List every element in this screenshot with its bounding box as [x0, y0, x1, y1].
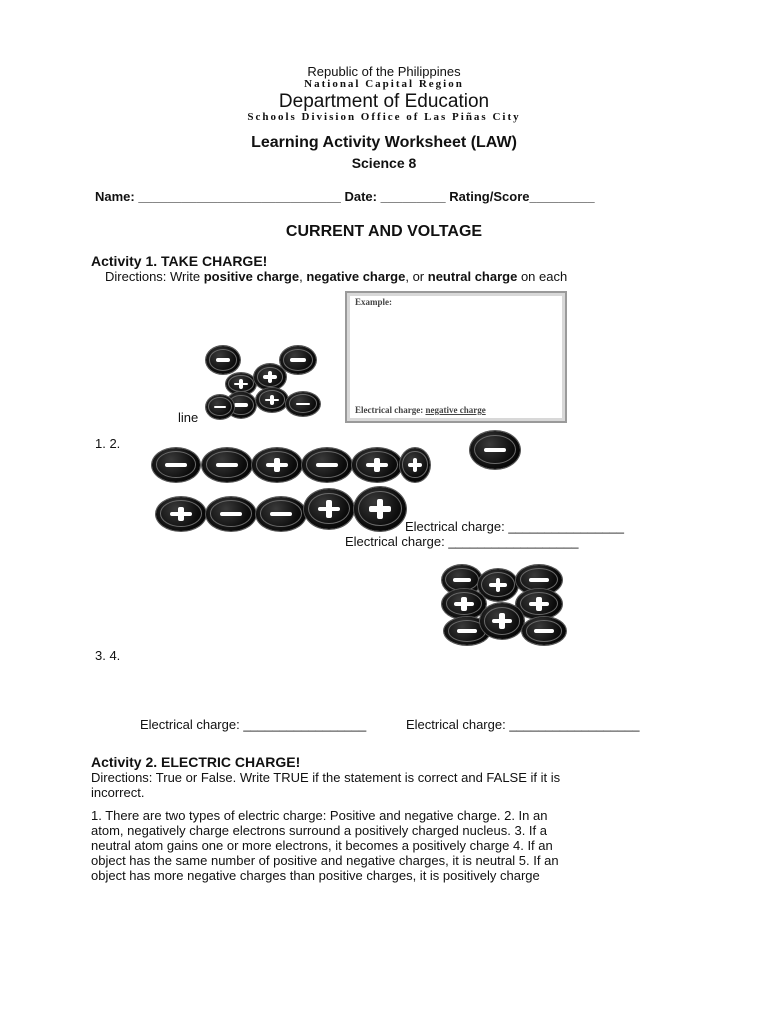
positive-charge-icon	[480, 603, 524, 639]
statement-line: 1. There are two types of electric charge: Positive and negative charge. 2. In an	[91, 808, 548, 823]
line-word: line	[178, 410, 199, 425]
item1-extra-charge	[470, 431, 522, 471]
division-line: Schools Division Office of Las Piñas City	[247, 111, 521, 123]
statement-line: atom, negatively charge electrons surround a positively charged nucleus. 3. If a	[91, 823, 547, 838]
negative-charge-icon	[206, 346, 240, 374]
statement-line: object has the same number of positive and negative charges, it is neutral 5. If an	[91, 853, 559, 868]
activity1-directions	[105, 269, 567, 284]
negative-charge-icon	[152, 448, 200, 482]
negative-charge-icon	[256, 497, 306, 531]
example-box	[345, 291, 567, 423]
example-charge-label: Electrical charge:	[355, 405, 426, 415]
item2-charge-row	[152, 485, 412, 535]
positive-charge-icon	[354, 487, 406, 531]
item1-charge-row	[150, 445, 430, 485]
activity2-title: Activity 2. ELECTRIC CHARGE!	[91, 754, 301, 770]
score-blank[interactable]: _________	[529, 189, 595, 204]
score-label: Rating/Score	[449, 189, 530, 204]
activity2-directions-2: incorrect.	[91, 785, 145, 800]
negative-charge-icon	[470, 431, 520, 469]
positive-charge-icon	[156, 497, 206, 531]
negative-charge-icon	[202, 448, 252, 482]
positive-charge-icon	[478, 569, 518, 601]
positive-charge-icon	[400, 448, 430, 482]
item3-charge-cluster	[440, 563, 570, 645]
name-blank[interactable]: ____________________________	[138, 189, 341, 204]
activity2-statements	[91, 808, 559, 883]
statement-line: neutral atom gains one or more electrons, it becomes a positively charge 4. If an	[91, 838, 553, 853]
directions-sep2: , or	[405, 269, 428, 284]
directions-suffix: on each	[517, 269, 568, 284]
positive-charge-icon	[304, 489, 354, 529]
items-1-2-label: 1. 2.	[95, 436, 121, 451]
example-charge	[355, 405, 486, 415]
charge-answer-2[interactable]: Electrical charge: __________________	[345, 534, 579, 549]
negative-charge-icon	[280, 346, 316, 374]
directions-prefix: Directions: Write	[105, 269, 204, 284]
example-label: Example:	[355, 297, 392, 307]
option-neutral: neutral charge	[427, 269, 518, 284]
activity1-title: Activity 1. TAKE CHARGE!	[91, 253, 268, 269]
negative-charge-icon	[286, 392, 320, 416]
republic-line: Republic of the Philippines	[307, 64, 461, 79]
positive-charge-icon	[254, 364, 286, 390]
activity2-directions-1: Directions: True or False. Write TRUE if the statement is correct and FALSE if it is	[91, 770, 561, 785]
region-line: National Capital Region	[304, 78, 464, 90]
option-negative: negative charge	[306, 269, 406, 284]
subject-title: Science 8	[351, 155, 417, 171]
info-fields	[95, 189, 595, 204]
name-label: Name:	[95, 189, 135, 204]
charge-answer-3[interactable]: Electrical charge: _________________	[140, 717, 367, 732]
negative-charge-icon	[206, 395, 234, 419]
negative-charge-icon	[206, 497, 256, 531]
charge-answer-4[interactable]: Electrical charge: __________________	[406, 717, 640, 732]
negative-charge-icon	[522, 617, 566, 645]
statement-line: object has more negative charges than positive charges, it is positively charge	[91, 868, 540, 883]
date-label: Date:	[344, 189, 377, 204]
items-3-4-label: 3. 4.	[95, 648, 121, 663]
positive-charge-icon	[256, 388, 288, 412]
worksheet-title: Learning Activity Worksheet (LAW)	[251, 134, 517, 151]
department-title: Department of Education	[278, 91, 490, 112]
topic-heading: CURRENT AND VOLTAGE	[285, 223, 483, 240]
positive-charge-icon	[252, 448, 302, 482]
example-charge-answer: negative charge	[425, 405, 486, 415]
directions-sep1: ,	[299, 269, 307, 284]
example-charge-cluster	[200, 340, 330, 420]
positive-charge-icon	[352, 448, 402, 482]
option-positive: positive charge	[203, 269, 300, 284]
charge-answer-1[interactable]: Electrical charge: ________________	[405, 519, 625, 534]
positive-charge-icon	[442, 589, 486, 619]
negative-charge-icon	[302, 448, 352, 482]
date-blank[interactable]: _________	[380, 189, 446, 204]
